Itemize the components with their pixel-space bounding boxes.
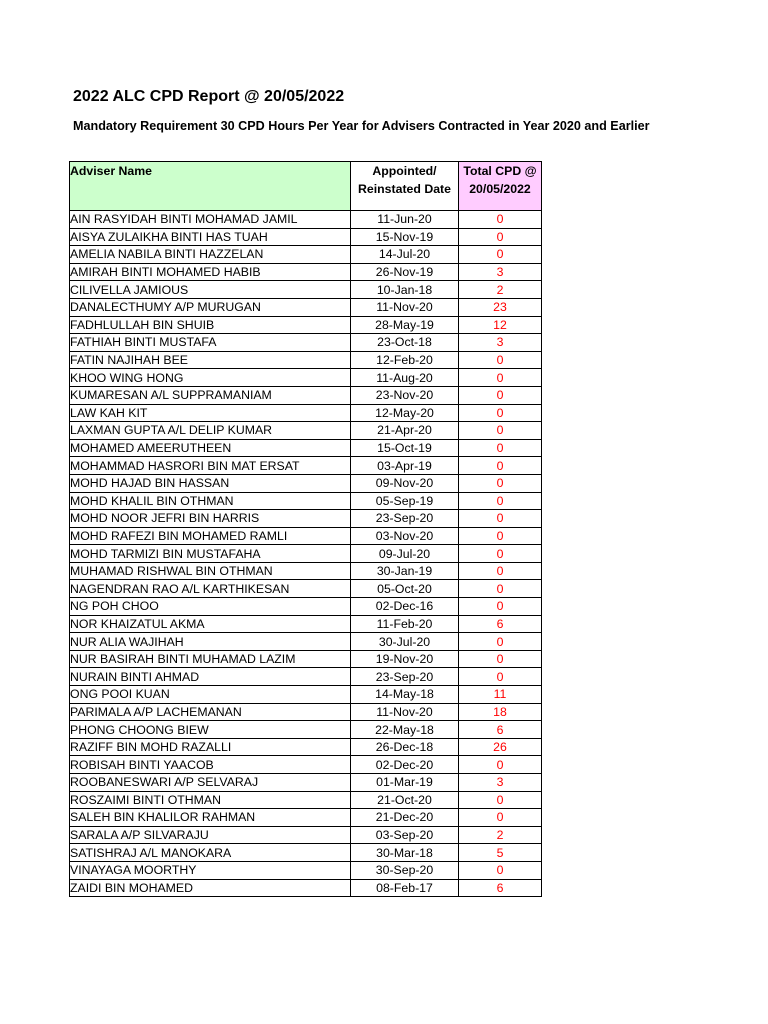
adviser-name-cell: VINAYAGA MOORTHY [70,861,351,879]
appointed-date-cell: 12-May-20 [351,404,459,422]
total-cpd-cell: 6 [459,615,542,633]
adviser-name-cell: KUMARESAN A/L SUPPRAMANIAM [70,386,351,404]
table-row [70,668,542,686]
table-row [70,686,542,704]
adviser-name-header-label: Adviser Name [70,164,153,178]
total-cpd-cell: 0 [459,404,542,422]
total-cpd-cell: 3 [459,334,542,352]
total-cpd-cell: 6 [459,721,542,739]
appointed-date-cell: 11-Jun-20 [351,211,459,229]
adviser-name-cell: NOR KHAIZATUL AKMA [70,615,351,633]
adviser-name-cell: SALEH BIN KHALILOR RAHMAN [70,809,351,827]
table-row [70,809,542,827]
report-title: 2022 ALC CPD Report @ 20/05/2022 [73,88,345,105]
table-row [70,598,542,616]
adviser-name-cell: ROBISAH BINTI YAACOB [70,756,351,774]
table-row [70,246,542,264]
total-cpd-cell: 2 [459,826,542,844]
appointed-date-cell: 21-Dec-20 [351,809,459,827]
appointed-date-cell: 23-Nov-20 [351,386,459,404]
adviser-name-cell: NUR BASIRAH BINTI MUHAMAD LAZIM [70,650,351,668]
adviser-name-cell: MOHD NOOR JEFRI BIN HARRIS [70,510,351,528]
cpd-table-body [70,211,542,897]
table-row [70,545,542,563]
total-cpd-cell: 3 [459,263,542,281]
adviser-name-cell: CILIVELLA JAMIOUS [70,281,351,299]
adviser-name-cell: MOHD TARMIZI BIN MUSTAFAHA [70,545,351,563]
table-row [70,263,542,281]
table-row [70,879,542,897]
total-cpd-cell: 0 [459,598,542,616]
total-cpd-cell: 0 [459,474,542,492]
table-row [70,756,542,774]
appointed-date-cell: 30-Jul-20 [351,633,459,651]
total-cpd-cell: 0 [459,510,542,528]
appointed-date-cell: 09-Jul-20 [351,545,459,563]
total-cpd-cell: 0 [459,211,542,229]
appointed-date-cell: 23-Oct-18 [351,334,459,352]
total-cpd-cell: 0 [459,668,542,686]
table-header-row [70,162,542,211]
adviser-name-cell: SARALA A/P SILVARAJU [70,826,351,844]
total-cpd-header-line2: 20/05/2022 [469,182,531,196]
adviser-name-cell: AISYA ZULAIKHA BINTI HAS TUAH [70,228,351,246]
table-row [70,774,542,792]
total-cpd-cell: 0 [459,351,542,369]
total-cpd-cell: 26 [459,738,542,756]
table-row [70,492,542,510]
appointed-date-cell: 15-Nov-19 [351,228,459,246]
total-cpd-cell: 0 [459,545,542,563]
appointed-date-cell: 21-Oct-20 [351,791,459,809]
appointed-date-cell: 15-Oct-19 [351,439,459,457]
table-row [70,369,542,387]
adviser-name-cell: MOHD HAJAD BIN HASSAN [70,474,351,492]
adviser-name-cell: AMIRAH BINTI MOHAMED HABIB [70,263,351,281]
appointed-date-cell: 21-Apr-20 [351,422,459,440]
adviser-name-cell: ONG POOI KUAN [70,686,351,704]
total-cpd-header [459,162,542,211]
total-cpd-cell: 11 [459,686,542,704]
total-cpd-cell: 0 [459,756,542,774]
total-cpd-cell: 0 [459,580,542,598]
appointed-date-cell: 09-Nov-20 [351,474,459,492]
total-cpd-cell: 6 [459,879,542,897]
table-row [70,281,542,299]
adviser-name-cell: LAW KAH KIT [70,404,351,422]
total-cpd-header-line1: Total CPD @ [463,164,537,178]
adviser-name-cell: NG POH CHOO [70,598,351,616]
adviser-name-cell: FADHLULLAH BIN SHUIB [70,316,351,334]
total-cpd-cell: 23 [459,298,542,316]
appointed-date-header-line1: Appointed/ [372,164,437,178]
appointed-date-cell: 23-Sep-20 [351,668,459,686]
adviser-name-cell: KHOO WING HONG [70,369,351,387]
table-row [70,474,542,492]
table-row [70,527,542,545]
appointed-date-cell: 05-Oct-20 [351,580,459,598]
appointed-date-cell: 12-Feb-20 [351,351,459,369]
total-cpd-cell: 0 [459,791,542,809]
adviser-name-cell: PHONG CHOONG BIEW [70,721,351,739]
adviser-name-cell: MOHD RAFEZI BIN MOHAMED RAMLI [70,527,351,545]
appointed-date-cell: 14-May-18 [351,686,459,704]
table-row [70,844,542,862]
total-cpd-cell: 0 [459,439,542,457]
total-cpd-cell: 5 [459,844,542,862]
adviser-name-header [70,162,351,211]
total-cpd-cell: 0 [459,809,542,827]
adviser-name-cell: ROOBANESWARI A/P SELVARAJ [70,774,351,792]
table-row [70,422,542,440]
appointed-date-cell: 03-Sep-20 [351,826,459,844]
appointed-date-cell: 03-Nov-20 [351,527,459,545]
appointed-date-cell: 11-Nov-20 [351,703,459,721]
adviser-name-cell: FATHIAH BINTI MUSTAFA [70,334,351,352]
total-cpd-cell: 0 [459,369,542,387]
report-subtitle: Mandatory Requirement 30 CPD Hours Per Year for Advisers Contracted in Year 2020 and Earlier [73,119,650,133]
table-row [70,298,542,316]
total-cpd-cell: 0 [459,246,542,264]
total-cpd-cell: 2 [459,281,542,299]
table-row [70,826,542,844]
appointed-date-cell: 30-Jan-19 [351,562,459,580]
appointed-date-cell: 30-Mar-18 [351,844,459,862]
appointed-date-cell: 26-Dec-18 [351,738,459,756]
adviser-name-cell: AMELIA NABILA BINTI HAZZELAN [70,246,351,264]
adviser-name-cell: PARIMALA A/P LACHEMANAN [70,703,351,721]
cpd-table [69,161,542,897]
table-row [70,615,542,633]
adviser-name-cell: MOHAMMAD HASRORI BIN MAT ERSAT [70,457,351,475]
appointed-date-cell: 14-Jul-20 [351,246,459,264]
table-row [70,439,542,457]
table-row [70,457,542,475]
adviser-name-cell: ROSZAIMI BINTI OTHMAN [70,791,351,809]
total-cpd-cell: 0 [459,228,542,246]
total-cpd-cell: 0 [459,633,542,651]
adviser-name-cell: FATIN NAJIHAH BEE [70,351,351,369]
appointed-date-cell: 23-Sep-20 [351,510,459,528]
total-cpd-cell: 0 [459,492,542,510]
adviser-name-cell: DANALECTHUMY A/P MURUGAN [70,298,351,316]
appointed-date-cell: 19-Nov-20 [351,650,459,668]
appointed-date-cell: 11-Aug-20 [351,369,459,387]
table-row [70,228,542,246]
table-row [70,721,542,739]
total-cpd-cell: 0 [459,527,542,545]
table-row [70,738,542,756]
appointed-date-cell: 08-Feb-17 [351,879,459,897]
table-row [70,650,542,668]
adviser-name-cell: NURAIN BINTI AHMAD [70,668,351,686]
appointed-date-cell: 02-Dec-20 [351,756,459,774]
table-row [70,404,542,422]
table-row [70,791,542,809]
total-cpd-cell: 12 [459,316,542,334]
adviser-name-cell: NUR ALIA WAJIHAH [70,633,351,651]
appointed-date-cell: 22-May-18 [351,721,459,739]
appointed-date-cell: 05-Sep-19 [351,492,459,510]
adviser-name-cell: NAGENDRAN RAO A/L KARTHIKESAN [70,580,351,598]
total-cpd-cell: 0 [459,386,542,404]
appointed-date-cell: 11-Feb-20 [351,615,459,633]
table-row [70,211,542,229]
total-cpd-cell: 0 [459,650,542,668]
appointed-date-cell: 02-Dec-16 [351,598,459,616]
table-row [70,861,542,879]
table-row [70,351,542,369]
appointed-date-cell: 01-Mar-19 [351,774,459,792]
table-row [70,386,542,404]
appointed-date-cell: 03-Apr-19 [351,457,459,475]
appointed-date-cell: 30-Sep-20 [351,861,459,879]
appointed-date-cell: 28-May-19 [351,316,459,334]
table-row [70,703,542,721]
table-row [70,334,542,352]
total-cpd-cell: 0 [459,562,542,580]
adviser-name-cell: MOHAMED AMEERUTHEEN [70,439,351,457]
appointed-date-header [351,162,459,211]
adviser-name-cell: RAZIFF BIN MOHD RAZALLI [70,738,351,756]
appointed-date-header-line2: Reinstated Date [358,182,451,196]
total-cpd-cell: 3 [459,774,542,792]
table-row [70,510,542,528]
table-row [70,580,542,598]
total-cpd-cell: 0 [459,422,542,440]
adviser-name-cell: MOHD KHALIL BIN OTHMAN [70,492,351,510]
appointed-date-cell: 11-Nov-20 [351,298,459,316]
adviser-name-cell: LAXMAN GUPTA A/L DELIP KUMAR [70,422,351,440]
table-row [70,316,542,334]
adviser-name-cell: AIN RASYIDAH BINTI MOHAMAD JAMIL [70,211,351,229]
adviser-name-cell: MUHAMAD RISHWAL BIN OTHMAN [70,562,351,580]
table-row [70,562,542,580]
appointed-date-cell: 26-Nov-19 [351,263,459,281]
adviser-name-cell: ZAIDI BIN MOHAMED [70,879,351,897]
adviser-name-cell: SATISHRAJ A/L MANOKARA [70,844,351,862]
appointed-date-cell: 10-Jan-18 [351,281,459,299]
table-row [70,633,542,651]
total-cpd-cell: 0 [459,861,542,879]
total-cpd-cell: 0 [459,457,542,475]
total-cpd-cell: 18 [459,703,542,721]
